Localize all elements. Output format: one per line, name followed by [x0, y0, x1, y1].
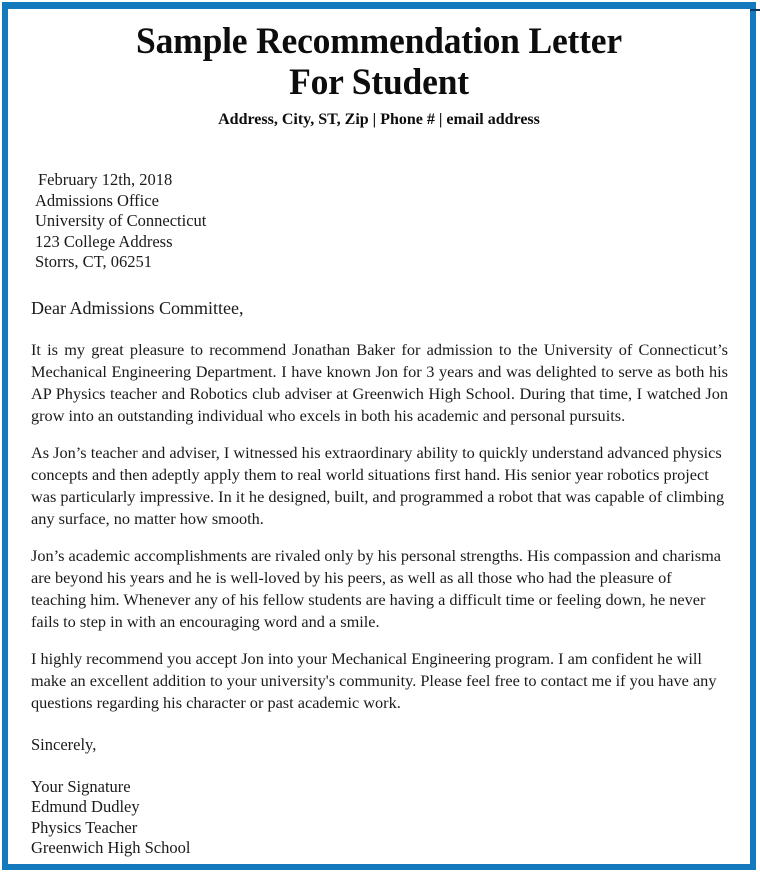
page-title: [40, 21, 718, 103]
signature-block: [31, 777, 732, 859]
body-paragraph-2: As Jon’s teacher and adviser, I witnessed his extraordinary ability to quickly understand advanced physics concepts and then adeptly apply them to real world situations first hand. His senior year robotics project was particularly impressive. In it he designed, built, and programmed a robot that was capable of climbing any surface, no matter how smooth.: [31, 442, 725, 528]
letter-sheet: [8, 9, 750, 864]
recipient-street: 123 College Address: [35, 231, 173, 251]
title-line-2: For Student: [289, 62, 469, 103]
letter-date: February 12th, 2018: [38, 170, 173, 189]
sender-organization: Greenwich High School: [31, 838, 191, 857]
body-paragraph-4: I highly recommend you accept Jon into your Mechanical Engineering program. I am confident he will make an excellent addition to your university's community. Please feel free to contact me if you have any questions regarding his character or past academic work.: [31, 648, 717, 712]
recipient-city-state-zip: Storrs, CT, 06251: [35, 252, 153, 271]
body-paragraph-1: It is my great pleasure to recommend Jonathan Baker for admission to the University of Connecticut’s Mechanical Engineering Department. I have known Jon for 3 years and was delighted to serve as both his AP Physics teacher and Robotics club adviser at Greenwich High School. During that time, I watched Jon grow into an outstanding individual who excels in both his academic and personal pursuits.: [31, 339, 728, 425]
recipient-institution: University of Connecticut: [35, 211, 207, 230]
letter-closing: [31, 734, 732, 859]
signature-placeholder: Your Signature: [31, 776, 131, 796]
salutation: Dear Admissions Committee,: [31, 297, 244, 318]
sender-name: Edmund Dudley: [31, 797, 140, 816]
recipient-office: Admissions Office: [35, 190, 159, 210]
sender-title: Physics Teacher: [31, 817, 138, 837]
valediction: Sincerely,: [31, 734, 97, 754]
letter-body: [31, 339, 728, 714]
letterhead-contact-line: Address, City, ST, Zip | Phone # | email address: [218, 111, 540, 128]
title-line-1: Sample Recommendation Letter: [136, 21, 622, 62]
recipient-address-block: [35, 170, 732, 273]
document-page-frame: [2, 2, 756, 870]
body-paragraph-3: Jon’s academic accomplishments are rivaled only by his personal strengths. His compassion and charisma are beyond his years and he is well-loved by his peers, as well as all those who had the pleasure of teaching him. Whenever any of his fellow students are having a difficult time or feeling down, he never fails to step in with an encouraging word and a smile.: [31, 545, 721, 631]
letterhead: [26, 9, 732, 130]
